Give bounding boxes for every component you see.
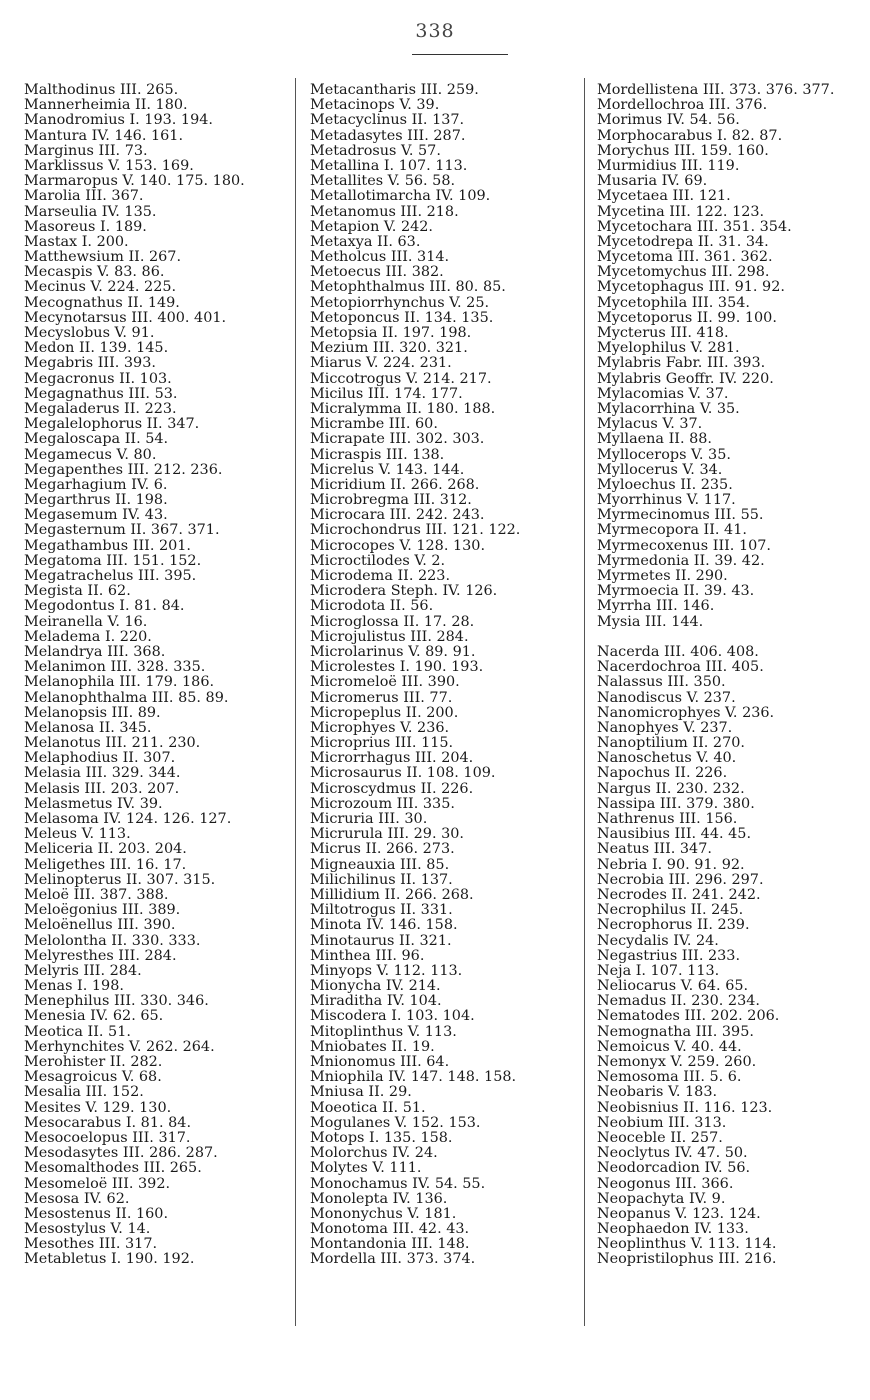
index-entry: Myrmedonia II. 39. 42. (597, 552, 765, 569)
index-entry: Myrmecopora II. 41. (597, 522, 747, 539)
index-entry: Metopiorrhynchus V. 25. (310, 294, 490, 311)
index-entry: Mnionomus III. 64. (310, 1054, 450, 1070)
index-entry: Mycetoma III. 361. 362. (597, 249, 773, 266)
index-entry: Marmaropus V. 140. 175. 180. (24, 173, 245, 190)
index-entry: Melasis III. 203. 207. (24, 780, 180, 797)
index-entry: Metallina I. 107. 113. (310, 157, 468, 174)
index-entry: Neodorcadion IV. 56. (597, 1160, 751, 1177)
index-entry: Mesocoelopus III. 317. (24, 1129, 191, 1146)
index-entry: Neatus III. 347. (597, 841, 712, 858)
index-entry: Microdema II. 223. (310, 568, 451, 584)
index-entry: Myllaena II. 88. (597, 431, 712, 448)
index-entry: Mesothes III. 317. (24, 1236, 158, 1253)
index-entry: Nanomicrophyes V. 236. (597, 704, 775, 721)
index-entry: Megarhagium IV. 6. (24, 476, 168, 493)
index-entry: Micrurula III. 29. 30. (310, 826, 464, 843)
index-entry: Meloënellus III. 390. (24, 917, 176, 934)
index-entry: Nanophyes V. 237. (597, 719, 733, 736)
index-entry: Miltotrogus II. 331. (310, 902, 453, 919)
index-entry: Nanoptilium II. 270. (597, 735, 745, 752)
index-entry: Metoponcus II. 134. 135. (310, 309, 494, 326)
index-column-3 (597, 83, 862, 1268)
index-entry: Megasternum II. 367. 371. (24, 522, 220, 539)
index-entry: Metoecus III. 382. (310, 264, 444, 281)
header-rule (412, 54, 508, 55)
column-divider (295, 78, 296, 1326)
index-entry: Microdota II. 56. (310, 598, 434, 615)
index-entry: Mordella III. 373. 374. (310, 1251, 476, 1268)
index-entry: Meloëgonius III. 389. (24, 902, 181, 919)
index-entry: Morimus IV. 54. 56. (597, 112, 740, 129)
index-entry: Miscodera I. 103. 104. (310, 1008, 475, 1025)
index-entry: Myloechus II. 235. (597, 476, 733, 493)
index-entry: Mecinus V. 224. 225. (24, 279, 177, 296)
index-entry: Metadasytes III. 287. (310, 127, 466, 144)
index-entry: Melinopterus II. 307. 315. (24, 871, 216, 888)
index-entry: Microcara III. 242. 243. (310, 507, 485, 524)
index-entry: Micromeloë III. 390. (310, 674, 460, 691)
index-entry: Merhynchites V. 262. 264. (24, 1038, 215, 1055)
index-entry: Mecaspis V. 83. 86. (24, 264, 165, 281)
index-entry: Nacerda III. 406. 408. (597, 643, 759, 660)
index-entry: Merohister II. 282. (24, 1054, 163, 1070)
index-entry: Nausibius III. 44. 45. (597, 826, 752, 843)
index-entry: Melanosa II. 345. (24, 719, 152, 736)
index-entry: Metallotimarcha IV. 109. (310, 188, 491, 205)
index-entry: Megaladerus II. 223. (24, 400, 177, 417)
index-entry: Metanomus III. 218. (310, 203, 459, 220)
index-entry: Melyris III. 284. (24, 962, 142, 979)
index-entry: Monochamus IV. 54. 55. (310, 1175, 486, 1192)
index-entry: Mordellistena III. 373. 376. 377. (597, 82, 835, 98)
index-entry: Mycetophila III. 354. (597, 294, 750, 311)
index-entry: Motops I. 135. 158. (310, 1129, 453, 1146)
index-entry: Micromerus III. 77. (310, 689, 453, 706)
index-entry: Mesodasytes III. 286. 287. (24, 1145, 218, 1162)
index-entry: Menesia IV. 62. 65. (24, 1008, 164, 1025)
index-entry: Morphocarabus I. 82. 87. (597, 127, 783, 144)
index-entry: Mycetodrepa II. 31. 34. (597, 233, 769, 250)
index-entry: Neoplinthus V. 113. 114. (597, 1236, 777, 1253)
index-entry: Negastrius III. 233. (597, 947, 741, 964)
index-entry: Microdera Steph. IV. 126. (310, 583, 498, 600)
index-entry: Microglossa II. 17. 28. (310, 613, 475, 630)
index-entry: Microscydmus II. 226. (310, 780, 474, 797)
index-entry: Necrophorus II. 239. (597, 917, 750, 934)
index-entry: Megamecus V. 80. (24, 446, 157, 463)
index-entry: Neophaedon IV. 133. (597, 1221, 749, 1238)
index-entry: Microzoum III. 335. (310, 795, 455, 812)
index-entry: Micralymma II. 180. 188. (310, 400, 496, 417)
index-entry: Megapenthes III. 212. 236. (24, 461, 223, 478)
index-entry: Microjulistus III. 284. (310, 628, 469, 645)
index-entry: Necrodes II. 241. 242. (597, 886, 761, 903)
index-entry: Mycetophagus III. 91. 92. (597, 279, 785, 296)
index-entry: Moeotica II. 51. (310, 1099, 426, 1116)
index-entry: Marklissus V. 153. 169. (24, 157, 194, 174)
index-entry: Marginus III. 73. (24, 142, 148, 159)
index-entry: Meotica II. 51. (24, 1023, 131, 1040)
index-entry: Meladema I. 220. (24, 628, 152, 645)
index-entry: Melaphodius II. 307. (24, 750, 176, 767)
index-entry: Mogulanes V. 152. 153. (310, 1114, 481, 1131)
index-entry: Neoceble II. 257. (597, 1129, 723, 1146)
index-entry: Mniusa II. 29. (310, 1084, 412, 1101)
index-entry: Mesagroicus V. 68. (24, 1069, 162, 1086)
index-entry: Marseulia IV. 135. (24, 203, 157, 220)
index-entry: Myrmetes II. 290. (597, 568, 728, 584)
index-entry: Nematodes III. 202. 206. (597, 1008, 780, 1025)
index-entry: Megodontus I. 81. 84. (24, 598, 185, 615)
index-entry: Meiranella V. 16. (24, 613, 148, 630)
index-entry: Metacinops V. 39. (310, 97, 440, 114)
index-entry: Megathambus III. 201. (24, 537, 192, 554)
index-entry: Mordellochroa III. 376. (597, 97, 768, 114)
index-column-1 (24, 83, 286, 1268)
index-entry: Myrmecoxenus III. 107. (597, 537, 772, 554)
index-entry: Nargus II. 230. 232. (597, 780, 745, 797)
index-entry: Mesalia III. 152. (24, 1084, 144, 1101)
index-entry: Necrobia III. 296. 297. (597, 871, 764, 888)
index-entry: Mylabris Fabr. III. 393. (597, 355, 766, 372)
index-entry: Monotoma III. 42. 43. (310, 1221, 470, 1238)
index-entry: Mycetina III. 122. 123. (597, 203, 765, 220)
index-entry: Mniobates II. 19. (310, 1038, 435, 1055)
index-entry: Microctilodes V. 2. (310, 552, 446, 569)
index-entry: Metophthalmus III. 80. 85. (310, 279, 506, 296)
index-entry: Megalelophorus II. 347. (24, 416, 200, 433)
index-entry: Metallites V. 56. 58. (310, 173, 456, 190)
index-entry: Nanodiscus V. 237. (597, 689, 736, 706)
index-entry: Menas I. 198. (24, 978, 124, 995)
index-entry: Monolepta IV. 136. (310, 1190, 448, 1207)
index-entry: Microrrhagus III. 204. (310, 750, 474, 767)
index-entry: Miarus V. 224. 231. (310, 355, 452, 372)
index-entry: Metadrosus V. 57. (310, 142, 441, 159)
index-entry: Nacerdochroa III. 405. (597, 659, 764, 676)
index-entry: Microlarinus V. 89. 91. (310, 643, 476, 660)
index-entry: Melolontha II. 330. 333. (24, 932, 201, 949)
index-entry: Metacantharis III. 259. (310, 82, 479, 98)
index-entry: Mylabris Geoffr. IV. 220. (597, 370, 774, 387)
index-entry: Nebria I. 90. 91. 92. (597, 856, 745, 873)
index-entry: Mycterus III. 418. (597, 325, 729, 341)
index-entry: Micropeplus II. 200. (310, 704, 459, 721)
index-entry: Necrophilus II. 245. (597, 902, 744, 919)
index-entry: Nemoicus V. 40. 44. (597, 1038, 742, 1055)
index-entry: Mylacus V. 37. (597, 416, 703, 433)
index-entry: Megasemum IV. 43. (24, 507, 168, 524)
index-entry: Micrelus V. 143. 144. (310, 461, 465, 478)
index-entry: Mezium III. 320. 321. (310, 340, 468, 357)
index-entry: Meligethes III. 16. 17. (24, 856, 187, 873)
index-entry: Microlestes I. 190. 193. (310, 659, 484, 676)
index-entry: Myelophilus V. 281. (597, 340, 740, 357)
index-entry: Melandrya III. 368. (24, 643, 166, 660)
index-entry: Miraditha IV. 104. (310, 993, 442, 1010)
index-entry: Metacyclinus II. 137. (310, 112, 465, 129)
index-entry: Micruria III. 30. (310, 811, 428, 827)
index-entry: Nanoschetus V. 40. (597, 750, 737, 767)
index-entry: Microsaurus II. 108. 109. (310, 765, 496, 782)
index-entry: Milichilinus II. 137. (310, 871, 453, 888)
index-entry: Melanopsis III. 89. (24, 704, 161, 721)
index-entry: Neobium III. 313. (597, 1114, 727, 1131)
index-entry: Neja I. 107. 113. (597, 962, 720, 979)
index-entry: Melasmetus IV. 39. (24, 795, 163, 812)
index-entry: Metapion V. 242. (310, 218, 434, 235)
index-entry: Neopristilophus III. 216. (597, 1251, 777, 1268)
index-entry: Malthodinus III. 265. (24, 82, 179, 98)
index-entry: Megatoma III. 151. 152. (24, 552, 202, 569)
index-entry: Neopachyta IV. 9. (597, 1190, 726, 1207)
index-entry: Minthea III. 96. (310, 947, 425, 964)
index-entry: Mecyslobus V. 91. (24, 325, 155, 341)
index-entry: Masoreus I. 189. (24, 218, 147, 235)
index-entry: Manodromius I. 193. 194. (24, 112, 213, 129)
index-entry: Mniophila IV. 147. 148. 158. (310, 1069, 517, 1086)
index-entry: Mycetomychus III. 298. (597, 264, 770, 281)
index-entry: Myorrhinus V. 117. (597, 492, 736, 509)
index-entry: Micrus II. 266. 273. (310, 841, 455, 858)
index-entry: Nemognatha III. 395. (597, 1023, 754, 1040)
index-entry: Meloë III. 387. 388. (24, 886, 169, 903)
index-entry: Morychus III. 159. 160. (597, 142, 769, 159)
index-entry: Metaxya II. 63. (310, 233, 421, 250)
column-divider (584, 78, 585, 1326)
index-entry: Myrmoecia II. 39. 43. (597, 583, 755, 600)
index-entry: Mastax I. 200. (24, 233, 129, 250)
index-entry: Mononychus V. 181. (310, 1205, 457, 1222)
index-entry: Neoclytus IV. 47. 50. (597, 1145, 748, 1162)
index-entry: Mionycha IV. 214. (310, 978, 441, 995)
index-entry: Nemosoma III. 5. 6. (597, 1069, 742, 1086)
index-entry: Musaria IV. 69. (597, 173, 708, 190)
index-entry: Nalassus III. 350. (597, 674, 726, 691)
index-entry: Mesostylus V. 14. (24, 1221, 151, 1238)
index-entry: Mycetochara III. 351. 354. (597, 218, 792, 235)
index-entry: Neopanus V. 123. 124. (597, 1205, 761, 1222)
index-entry: Microbregma III. 312. (310, 492, 472, 509)
index-entry: Megarthrus II. 198. (24, 492, 168, 509)
index-entry: Metholcus III. 314. (310, 249, 450, 266)
index-entry: Micrambe III. 60. (310, 416, 438, 433)
index-entry: Montandonia III. 148. (310, 1236, 470, 1253)
index-entry: Melanotus III. 211. 230. (24, 735, 201, 752)
index-entry: Medon II. 139. 145. (24, 340, 169, 357)
index-entry: Myllocerops V. 35. (597, 446, 731, 463)
index-entry: Mesosa IV. 62. (24, 1190, 130, 1207)
index-entry: Nathrenus III. 156. (597, 811, 738, 827)
index-entry: Mecognathus II. 149. (24, 294, 180, 311)
index-entry: Melyresthes III. 284. (24, 947, 177, 964)
index-entry: Melanophila III. 179. 186. (24, 674, 215, 691)
index-entry: Mesostenus II. 160. (24, 1205, 169, 1222)
index-entry: Mylacorrhina V. 35. (597, 400, 740, 417)
index-entry: Neobisnius II. 116. 123. (597, 1099, 773, 1116)
index-entry: Micraspis III. 138. (310, 446, 445, 463)
index-entry: Napochus II. 226. (597, 765, 728, 782)
index-entry: Micrapate III. 302. 303. (310, 431, 485, 448)
index-entry: Megaloscapa II. 54. (24, 431, 169, 448)
index-entry: Microchondrus III. 121. 122. (310, 522, 521, 539)
index-column-2 (310, 83, 580, 1268)
index-entry: Necydalis IV. 24. (597, 932, 719, 949)
index-entry: Micridium II. 266. 268. (310, 476, 480, 493)
index-entry: Migneauxia III. 85. (310, 856, 450, 873)
index-entry: Murmidius III. 119. (597, 157, 740, 174)
index-entry: Microphyes V. 236. (310, 719, 450, 736)
index-entry: Melasoma IV. 124. 126. 127. (24, 811, 232, 827)
section-gap (597, 630, 862, 645)
page-number: 338 (415, 20, 455, 42)
index-entry: Meleus V. 113. (24, 826, 131, 843)
index-entry: Megista II. 62. (24, 583, 131, 600)
index-entry: Molorchus IV. 24. (310, 1145, 438, 1162)
index-entry: Nemonyx V. 259. 260. (597, 1054, 757, 1070)
index-entry: Mesomalthodes III. 265. (24, 1160, 202, 1177)
index-entry: Myllocerus V. 34. (597, 461, 723, 478)
index-entry: Mecynotarsus III. 400. 401. (24, 309, 227, 326)
index-entry: Minota IV. 146. 158. (310, 917, 458, 934)
index-entry: Mitoplinthus V. 113. (310, 1023, 457, 1040)
index-entry: Minotaurus II. 321. (310, 932, 452, 949)
index-entry: Myrrha III. 146. (597, 598, 715, 615)
index-entry: Megabris III. 393. (24, 355, 156, 372)
index-entry: Mycetaea III. 121. (597, 188, 731, 205)
index-entry: Mesocarabus I. 81. 84. (24, 1114, 192, 1131)
index-entry: Microprius III. 115. (310, 735, 454, 752)
index-entry: Melasia III. 329. 344. (24, 765, 181, 782)
index-entry: Miccotrogus V. 214. 217. (310, 370, 492, 387)
index-entry: Neogonus III. 366. (597, 1175, 734, 1192)
index-entry: Metabletus I. 190. 192. (24, 1251, 195, 1268)
index-entry: Metopsia II. 197. 198. (310, 325, 472, 341)
index-entry: Mesomeloë III. 392. (24, 1175, 171, 1192)
index-entry: Megatrachelus III. 395. (24, 568, 197, 584)
index-entry: Meliceria II. 203. 204. (24, 841, 187, 858)
index-entry: Nemadus II. 230. 234. (597, 993, 760, 1010)
index-entry: Mylacomias V. 37. (597, 385, 729, 402)
index-entry: Marolia III. 367. (24, 188, 144, 205)
index-entry: Micilus III. 174. 177. (310, 385, 463, 402)
index-entry: Minyops V. 112. 113. (310, 962, 463, 979)
index-entry: Myrmecinomus III. 55. (597, 507, 764, 524)
index-entry: Menephilus III. 330. 346. (24, 993, 209, 1010)
index-entry: Microcopes V. 128. 130. (310, 537, 486, 554)
index-entry: Mycetoporus II. 99. 100. (597, 309, 777, 326)
index-entry: Mantura IV. 146. 161. (24, 127, 184, 144)
index-entry: Neobaris V. 183. (597, 1084, 718, 1101)
index-entry: Megagnathus III. 53. (24, 385, 178, 402)
index-entry: Molytes V. 111. (310, 1160, 422, 1177)
index-entry: Nassipa III. 379. 380. (597, 795, 755, 812)
index-entry: Matthewsium II. 267. (24, 249, 182, 266)
index-entry: Megacronus II. 103. (24, 370, 172, 387)
index-entry: Melanimon III. 328. 335. (24, 659, 206, 676)
index-entry: Neliocarus V. 64. 65. (597, 978, 749, 995)
index-entry: Melanophthalma III. 85. 89. (24, 689, 229, 706)
index-entry: Mesites V. 129. 130. (24, 1099, 172, 1116)
index-entry: Mannerheimia II. 180. (24, 97, 188, 114)
index-entry: Mysia III. 144. (597, 613, 704, 630)
index-entry: Millidium II. 266. 268. (310, 886, 474, 903)
